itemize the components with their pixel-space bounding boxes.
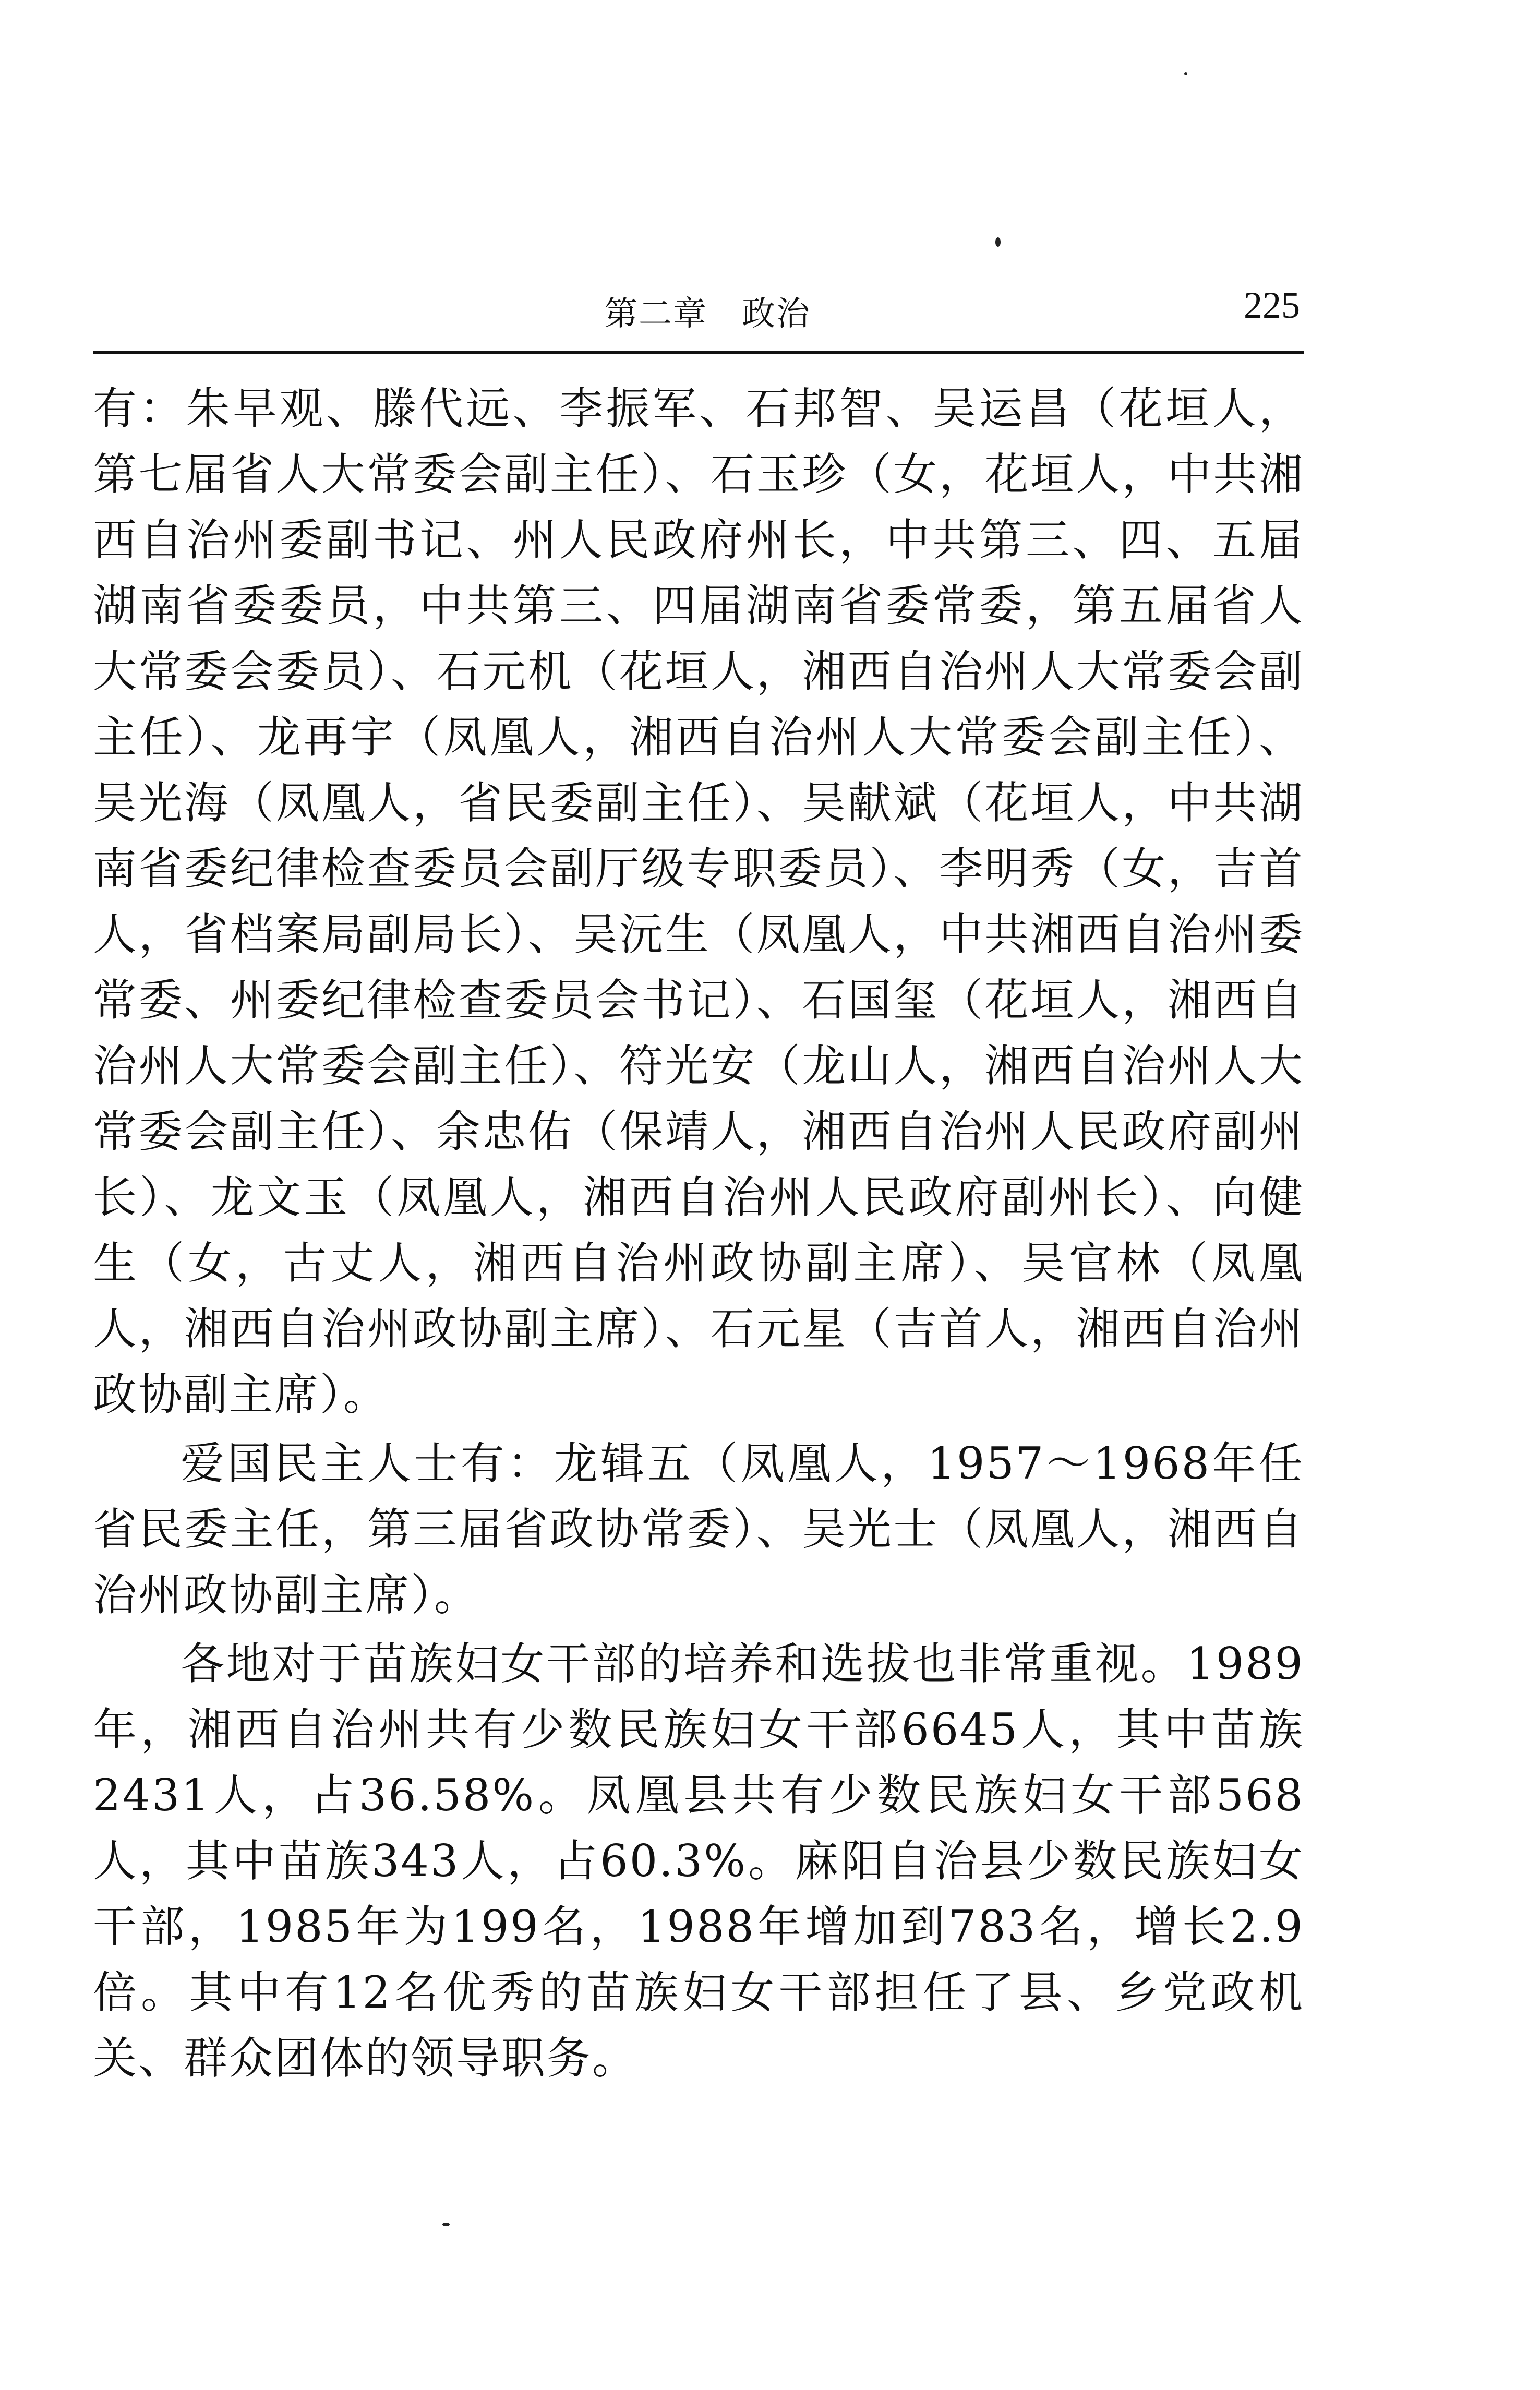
paragraph-women-cadres: 各地对于苗族妇女干部的培养和选拔也非常重视。1989年，湘西自治州共有少数民族妇女干部6645人，其中苗族2431人，占36.58%。凤凰县共有少数民族妇女干部568人，其中苗族343人，占60.3%。麻阳自治县少数民族妇女干部，1985年为199名，1988年增加到783名，增长2.9倍。其中有12名优秀的苗族妇女干部担任了县、乡党政机关、群众团体的领导职务。 [93, 1638, 1304, 2084]
scan-speck [442, 2223, 450, 2226]
scan-speck [1184, 72, 1187, 75]
header-rule [93, 351, 1304, 354]
running-header [93, 277, 1304, 334]
body-text [93, 376, 1304, 2091]
chapter-title: 第二章 政治 [604, 295, 811, 333]
scan-speck [995, 237, 1001, 247]
paragraph-democratic-figures: 爱国民主人士有：龙辑五（凤凰人，1957～1968年任省民委主任，第三届省政协常委）、吴光士（凤凰人，湘西自治州政协副主席）。 [93, 1438, 1304, 1620]
page-number: 225 [1244, 284, 1300, 326]
paragraph-officials: 有：朱早观、滕代远、李振军、石邦智、吴运昌（花垣人，第七届省人大常委会副主任）、石玉珍（女，花垣人，中共湘西自治州委副书记、州人民政府州长，中共第三、四、五届湖南省委委员，中共第三、四届湖南省委常委，第五届省人大常委会委员）、石元机（花垣人，湘西自治州人大常委会副主任）、龙再宇（凤凰人，湘西自治州人大常委会副主任）、吴光海（凤凰人，省民委副主任）、吴献斌（花垣人，中共湖南省委纪律检查委员会副厅级专职委员）、李明秀（女，吉首人，省档案局副局长）、吴沅生（凤凰人，中共湘西自治州委常委、州委纪律检查委员会书记）、石国玺（花垣人，湘西自治州人大常委会副主任）、符光安（龙山人，湘西自治州人大常委会副主任）、余忠佑（保靖人，湘西自治州人民政府副州长）、龙文玉（凤凰人，湘西自治州人民政府副州长）、向健生（女，古丈人，湘西自治州政协副主席）、吴官林（凤凰人，湘西自治州政协副主席）、石元星（吉首人，湘西自治州政协副主席）。 [93, 383, 1304, 1420]
